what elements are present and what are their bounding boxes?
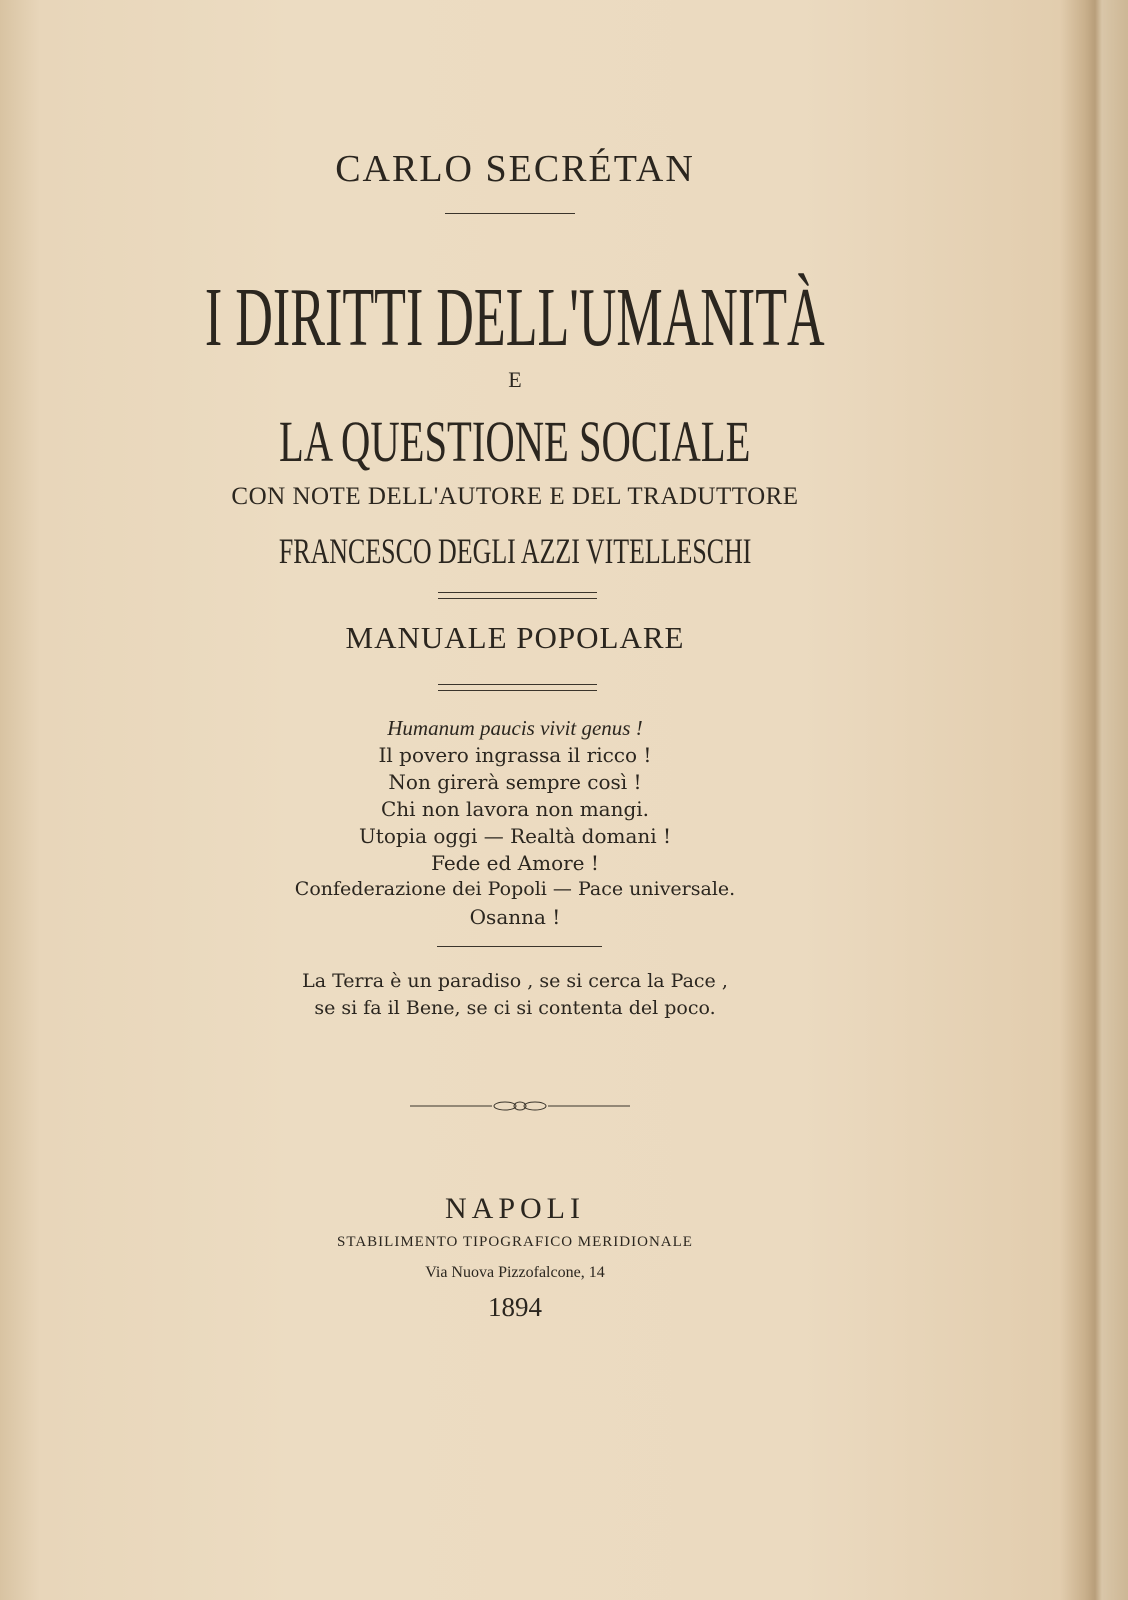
divider-rule [437, 946, 602, 947]
imprint-printer: STABILIMENTO TIPOGRAFICO MERIDIONALE [337, 1234, 693, 1250]
motto-line: La Terra è un paradiso , se si cerca la Pace , [302, 970, 728, 992]
epigraph-line: Osanna ! [469, 905, 561, 929]
epigraph-line: Chi non lavora non mangi. [380, 797, 650, 821]
epigraph-line: Utopia oggi — Realtà domani ! [358, 824, 672, 848]
motto-line: se si fa il Bene, se ci si contenta del poco. [314, 997, 716, 1019]
translator-text: FRANCESCO DEGLI AZZI VITELLESCHI [278, 531, 752, 571]
author-name: CARLO SECRÉTAN [335, 148, 695, 190]
ornament-divider [410, 1099, 630, 1113]
imprint-year: 1894 [488, 1292, 542, 1322]
double-rule [438, 684, 597, 691]
imprint-city: NAPOLI [445, 1192, 585, 1225]
main-title [15, 271, 1015, 364]
epigraph-line: Humanum paucis vivit genus ! [387, 716, 643, 740]
notes-line: CON NOTE DELL'AUTORE E DEL TRADUTTORE [231, 483, 799, 510]
double-rule [438, 592, 597, 599]
epigraph-line: Il povero ingrassa il ricco ! [378, 743, 652, 767]
imprint-address: Via Nuova Pizzofalcone, 14 [425, 1264, 605, 1281]
main-title-text: I DIRITTI DELL'UMANITÀ [205, 271, 825, 364]
title-conjunction: E [508, 367, 522, 392]
subtitle: MANUALE POPOLARE [345, 620, 685, 655]
epigraph-line: Non girerà sempre così ! [388, 770, 642, 794]
epigraph-line: Confederazione dei Popoli — Pace universale. [294, 878, 736, 900]
translator-name [15, 533, 1015, 569]
divider-rule [445, 213, 575, 214]
second-title-text: LA QUESTIONE SOCIALE [279, 409, 751, 474]
second-title [15, 409, 1015, 474]
epigraph-line: Fede ed Amore ! [431, 851, 599, 875]
